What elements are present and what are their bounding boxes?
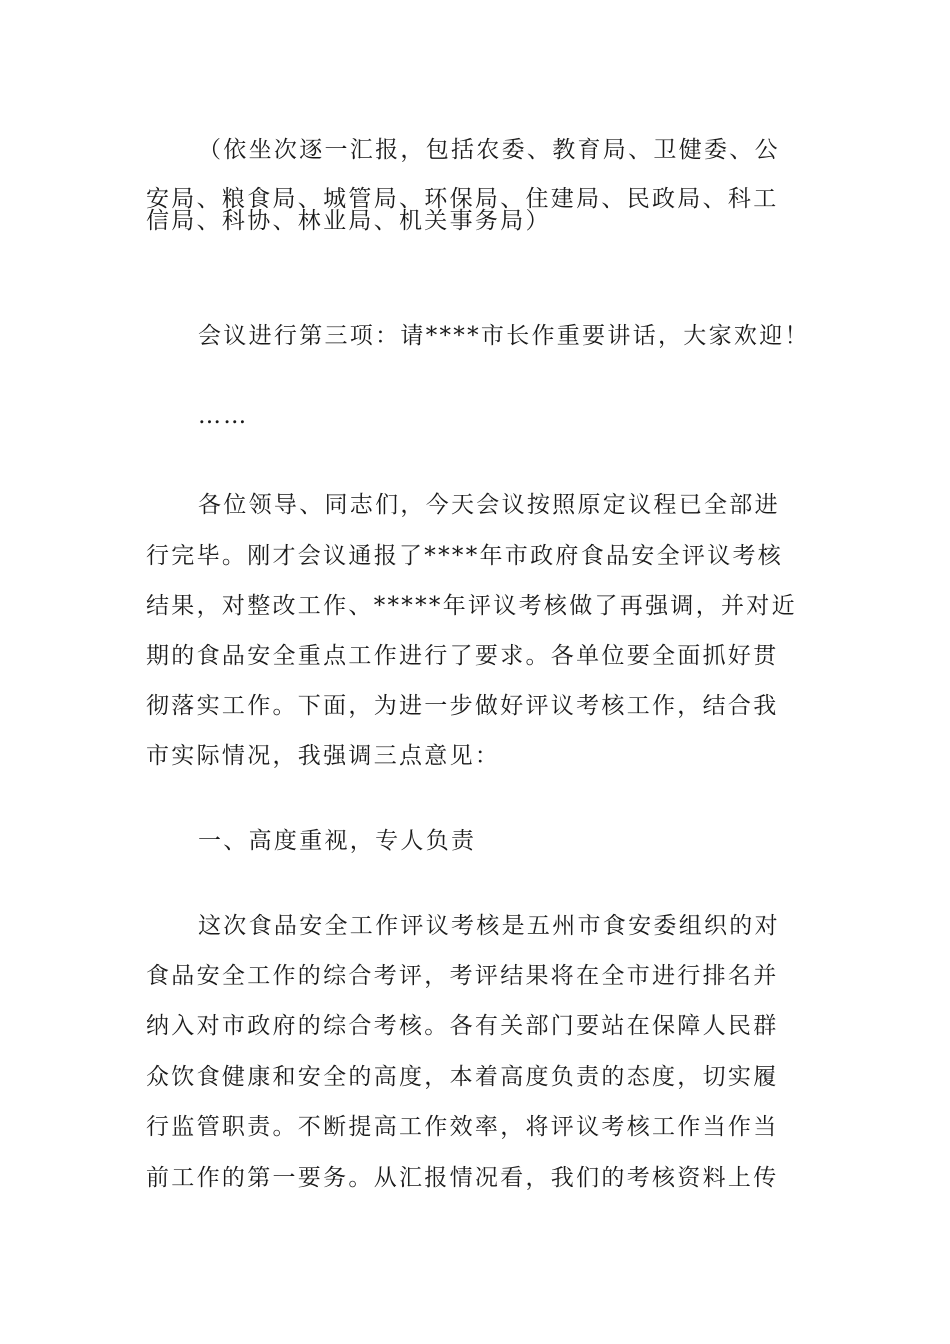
paragraph-line: 信局、科协、林业局、机关事务局） xyxy=(146,208,551,234)
paragraph-line: 会议进行第三项：请****市长作重要讲话，大家欢迎！ xyxy=(198,323,810,349)
paragraph-line: 各位领导、同志们，今天会议按照原定议程已全部进 xyxy=(198,492,780,518)
paragraph-line: 期的食品安全重点工作进行了要求。各单位要全面抓好贯 xyxy=(146,643,779,669)
paragraph-line: 食品安全工作的综合考评，考评结果将在全市进行排名并 xyxy=(146,963,779,989)
paragraph-line: 纳入对市政府的综合考核。各有关部门要站在保障人民群 xyxy=(146,1013,779,1039)
paragraph-line: （依坐次逐一汇报，包括农委、教育局、卫健委、公 xyxy=(198,137,780,163)
paragraph-line: 结果，对整改工作、*****年评议考核做了再强调，并对近 xyxy=(146,593,797,619)
paragraph-line: 这次食品安全工作评议考核是五州市食安委组织的对 xyxy=(198,913,780,939)
paragraph-line: 众饮食健康和安全的高度，本着高度负责的态度，切实履 xyxy=(146,1064,779,1090)
paragraph-line: 行完毕。刚才会议通报了****年市政府食品安全评议考核 xyxy=(146,543,784,569)
paragraph-line: 市实际情况，我强调三点意见： xyxy=(146,743,501,769)
paragraph-line: …… xyxy=(198,403,249,429)
paragraph-line: 安局、粮食局、城管局、环保局、住建局、民政局、科工 xyxy=(146,186,779,212)
paragraph-line: 彻落实工作。下面，为进一步做好评议考核工作，结合我 xyxy=(146,693,779,719)
paragraph-line: 前工作的第一要务。从汇报情况看，我们的考核资料上传 xyxy=(146,1165,779,1191)
section-heading: 一、高度重视，专人负责 xyxy=(198,828,477,854)
paragraph-line: 行监管职责。不断提高工作效率，将评议考核工作当作当 xyxy=(146,1114,779,1140)
